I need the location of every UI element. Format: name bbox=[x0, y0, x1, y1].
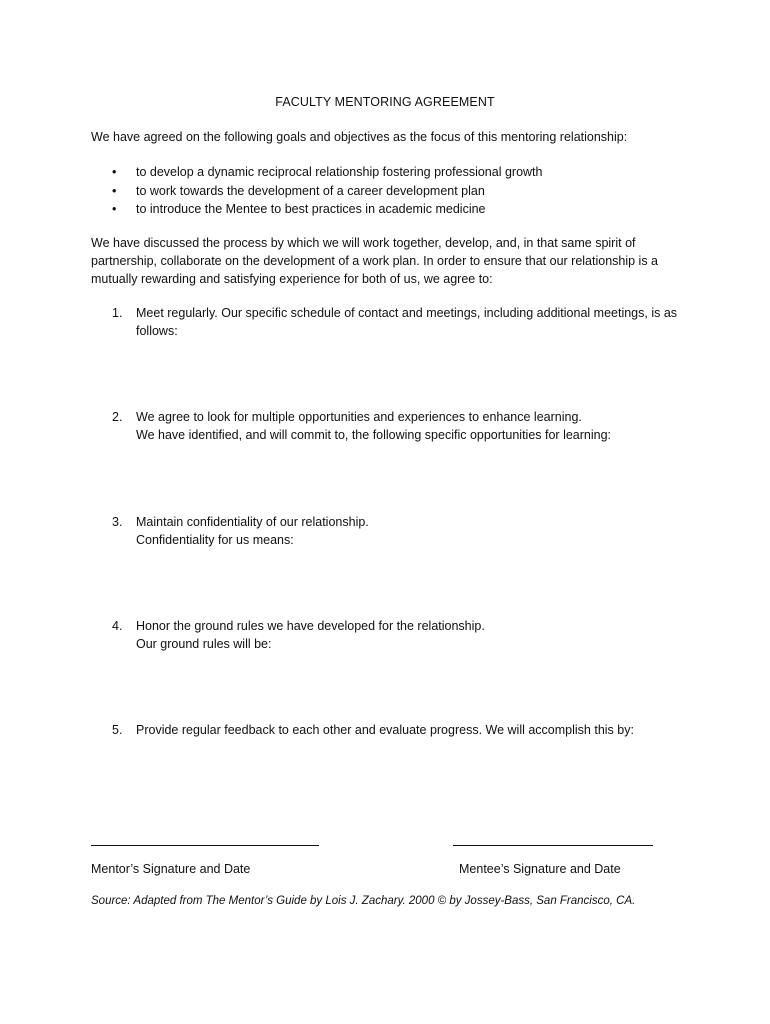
item-number: 2. bbox=[112, 410, 123, 424]
item-line: Our ground rules will be: bbox=[136, 637, 272, 651]
intro-paragraph: We have agreed on the following goals and objectives as the focus of this mentoring relationship: bbox=[91, 130, 628, 144]
document-title: FACULTY MENTORING AGREEMENT bbox=[275, 95, 495, 109]
goals-list bbox=[91, 163, 542, 219]
item-number: 4. bbox=[112, 619, 123, 633]
source-citation: Source: Adapted from The Mentor’s Guide by Lois J. Zachary. 2000 © by Jossey-Bass, San Francisco, CA. bbox=[91, 895, 636, 907]
item-text bbox=[136, 513, 681, 549]
goal-item bbox=[91, 182, 542, 201]
mentor-signature-line[interactable] bbox=[91, 845, 319, 846]
item-line: Confidentiality for us means: bbox=[136, 533, 294, 547]
goal-text: to introduce the Mentee to best practices in academic medicine bbox=[136, 202, 486, 216]
item-text: Meet regularly. Our specific schedule of contact and meetings, including additional meetings, is as follows: bbox=[136, 306, 678, 338]
item-number: 5. bbox=[112, 723, 123, 737]
bullet-icon: • bbox=[112, 165, 117, 179]
goal-text: to work towards the development of a career development plan bbox=[136, 183, 485, 198]
goal-item bbox=[91, 200, 542, 219]
process-paragraph: We have discussed the process by which we will work together, develop, and, in that same spirit of partnership, collaborate on the development of a work plan. In order to ensure that our relationship is a mutually rewarding and satisfying experience for both of us, we agree to: bbox=[91, 236, 659, 286]
mentor-signature-label: Mentor’s Signature and Date bbox=[91, 862, 251, 876]
item-text: Provide regular feedback to each other and evaluate progress. We will accomplish this by: bbox=[136, 723, 634, 737]
item-text bbox=[136, 617, 681, 653]
item-text bbox=[136, 408, 681, 444]
bullet-icon: • bbox=[112, 202, 117, 216]
item-line: We have identified, and will commit to, the following specific opportunities for learning: bbox=[136, 428, 612, 442]
mentee-signature-label: Mentee’s Signature and Date bbox=[459, 862, 621, 876]
item-line: Maintain confidentiality of our relationship. bbox=[136, 515, 369, 529]
item-line: Honor the ground rules we have developed for the relationship. bbox=[136, 619, 485, 633]
item-number: 1. bbox=[112, 306, 123, 320]
goal-text: to develop a dynamic reciprocal relationship fostering professional growth bbox=[136, 165, 543, 179]
item-number: 3. bbox=[112, 515, 123, 529]
mentee-signature-line[interactable] bbox=[453, 845, 653, 846]
bullet-icon: • bbox=[112, 183, 117, 198]
goal-item bbox=[91, 163, 542, 182]
item-line: We agree to look for multiple opportunities and experiences to enhance learning. bbox=[136, 410, 582, 424]
